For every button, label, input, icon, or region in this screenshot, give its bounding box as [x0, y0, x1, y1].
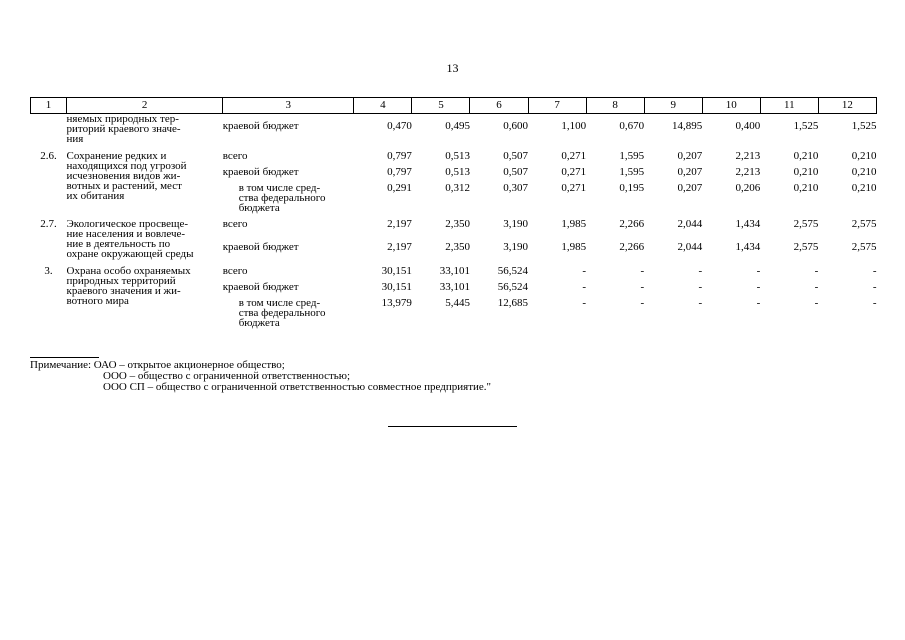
note-line-1: Примечание: ОАО – открытое акционерное общество;	[30, 359, 285, 371]
funding-source	[223, 236, 354, 259]
value-cell: 0,210	[793, 166, 819, 178]
column-header: 10	[702, 98, 760, 114]
funding-source-line: всего	[222, 150, 248, 162]
funding-source	[223, 259, 354, 276]
value-cell: 2,575	[851, 241, 877, 253]
measure-name	[67, 213, 223, 259]
value-cell: 2,213	[735, 166, 761, 178]
measure-name-line: риторий краевого значе-	[66, 123, 181, 135]
value-cell: 2,213	[735, 150, 761, 162]
funding-source-line: ства федерального	[238, 192, 326, 204]
funding-source-line: всего	[222, 218, 248, 230]
column-header: 3	[223, 98, 354, 114]
budget-table	[30, 97, 877, 328]
funding-source	[223, 276, 354, 292]
value-cell: 0,470	[387, 120, 412, 132]
funding-source-line: в том числе сред-	[238, 182, 321, 194]
value-cell: -	[582, 297, 587, 309]
funding-source	[223, 292, 354, 328]
value-cell: 56,524	[497, 265, 529, 277]
table-row	[31, 213, 877, 236]
value-cell: 14,895	[671, 120, 703, 132]
value-cell: 0,400	[735, 120, 761, 132]
row-number: 2.6.	[40, 150, 57, 162]
measure-name-line: исчезновения видов жи-	[66, 170, 181, 182]
column-header: 6	[470, 98, 528, 114]
value-cell: 1,985	[561, 218, 587, 230]
table-row	[31, 114, 877, 145]
value-cell: 2,197	[387, 241, 412, 253]
value-cell: 2,266	[619, 218, 645, 230]
measure-name-line: их обитания	[66, 190, 125, 202]
value-cell: 12,685	[497, 297, 529, 309]
header-row	[31, 98, 877, 114]
table-row	[31, 259, 877, 276]
value-cell: 0,210	[851, 150, 877, 162]
value-cell: 0,207	[677, 150, 703, 162]
column-header: 9	[644, 98, 702, 114]
funding-source	[223, 144, 354, 161]
value-cell: -	[698, 297, 703, 309]
funding-source	[223, 177, 354, 213]
page-number: 13	[446, 61, 459, 75]
value-cell: 2,350	[445, 218, 470, 230]
value-cell: 33,101	[439, 281, 470, 293]
value-cell: 2,044	[677, 218, 703, 230]
value-cell: -	[698, 281, 703, 293]
value-cell: 0,312	[445, 182, 470, 194]
note-line-3: ООО СП – общество с ограниченной ответственностью совместное предприятие."	[103, 381, 492, 393]
value-cell: -	[756, 281, 761, 293]
column-header: 4	[354, 98, 412, 114]
measure-name-line: ние в деятельность по	[66, 238, 171, 250]
value-cell: 0,210	[851, 182, 877, 194]
value-cell: 0,207	[677, 166, 703, 178]
value-cell: 2,266	[619, 241, 645, 253]
value-cell: 0,670	[619, 120, 645, 132]
measure-name-line: краевого значения и жи-	[66, 285, 181, 297]
value-cell: 5,445	[445, 297, 470, 309]
value-cell: -	[872, 297, 877, 309]
row-number: 3.	[44, 265, 53, 277]
value-cell: 0,507	[503, 166, 529, 178]
value-cell: 13,979	[381, 297, 412, 309]
measure-name-line: охране окружающей среды	[66, 248, 194, 260]
value-cell: 56,524	[497, 281, 529, 293]
value-cell: 30,151	[381, 281, 412, 293]
value-cell: -	[640, 297, 645, 309]
funding-source-line: всего	[222, 265, 248, 277]
funding-source-line: бюджета	[238, 202, 280, 214]
value-cell: 0,797	[387, 166, 412, 178]
value-cell: 0,206	[735, 182, 761, 194]
footnote	[30, 360, 491, 393]
note-divider	[30, 357, 99, 358]
value-cell: -	[814, 297, 819, 309]
value-cell: 2,575	[851, 218, 877, 230]
note-line-2: ООО – общество с ограниченной ответственностью;	[103, 370, 351, 382]
funding-source-line: ства федерального	[238, 307, 326, 319]
value-cell: 0,307	[503, 182, 529, 194]
value-cell: 0,797	[387, 150, 412, 162]
value-cell: 0,291	[387, 182, 412, 194]
column-header: 5	[412, 98, 470, 114]
value-cell: -	[640, 281, 645, 293]
value-cell: 0,210	[851, 166, 877, 178]
measure-name	[67, 144, 223, 213]
value-cell: -	[756, 297, 761, 309]
measure-name-line: находящихся под угрозой	[66, 160, 187, 172]
funding-source	[223, 161, 354, 177]
value-cell: -	[756, 265, 761, 277]
value-cell: 1,100	[561, 120, 587, 132]
value-cell: 2,575	[793, 241, 819, 253]
column-header: 7	[528, 98, 586, 114]
measure-name-line: вотных и растений, мест	[66, 180, 182, 192]
value-cell: 0,195	[619, 182, 645, 194]
end-divider	[388, 426, 517, 427]
row-number	[31, 114, 67, 145]
value-cell: 1,595	[619, 166, 645, 178]
value-cell: -	[814, 265, 819, 277]
value-cell: 3,190	[503, 218, 529, 230]
table-row	[31, 144, 877, 161]
funding-source-line: бюджета	[238, 317, 280, 329]
value-cell: 1,434	[735, 218, 761, 230]
value-cell: 1,595	[619, 150, 645, 162]
value-cell: 0,513	[445, 166, 470, 178]
measure-name-line: вотного мира	[66, 295, 129, 307]
funding-source-line: краевой бюджет	[222, 281, 299, 293]
measure-name-line: природных территорий	[66, 275, 176, 287]
value-cell: -	[814, 281, 819, 293]
measure-name-line: ние населения и вовлече-	[66, 228, 186, 240]
value-cell: 0,507	[503, 150, 529, 162]
value-cell: -	[698, 265, 703, 277]
value-cell: 0,210	[793, 182, 819, 194]
value-cell: 0,600	[503, 120, 529, 132]
table-body	[31, 114, 877, 329]
funding-source-line: краевой бюджет	[222, 166, 299, 178]
column-header: 1	[31, 98, 67, 114]
column-header: 11	[760, 98, 818, 114]
value-cell: -	[872, 281, 877, 293]
value-cell: 1,434	[735, 241, 761, 253]
value-cell: 3,190	[503, 241, 529, 253]
value-cell: 0,271	[561, 182, 587, 194]
column-header: 8	[586, 98, 644, 114]
value-cell: 33,101	[439, 265, 470, 277]
measure-name	[67, 259, 223, 328]
value-cell: 30,151	[381, 265, 412, 277]
column-header: 12	[818, 98, 876, 114]
value-cell: 1,985	[561, 241, 587, 253]
value-cell: 0,271	[561, 150, 587, 162]
value-cell: 1,525	[851, 120, 877, 132]
value-cell: 0,207	[677, 182, 703, 194]
funding-source-line: краевой бюджет	[222, 120, 299, 132]
measure-name-line: Экологическое просвеще-	[66, 218, 189, 230]
row-number: 2.7.	[40, 218, 57, 230]
value-cell: -	[872, 265, 877, 277]
value-cell: 2,044	[677, 241, 703, 253]
funding-source	[223, 213, 354, 236]
value-cell: 2,197	[387, 218, 412, 230]
value-cell: 2,350	[445, 241, 470, 253]
value-cell: 0,210	[793, 150, 819, 162]
measure-name-line: няемых природных тер-	[66, 113, 179, 125]
measure-name-line: Охрана особо охраняемых	[66, 265, 191, 277]
value-cell: -	[640, 265, 645, 277]
value-cell: -	[582, 265, 587, 277]
table-header	[31, 98, 877, 114]
measure-name-line: Сохранение редких и	[66, 150, 167, 162]
value-cell: 1,525	[793, 120, 819, 132]
value-cell: 0,495	[445, 120, 470, 132]
value-cell: 0,513	[445, 150, 470, 162]
column-header: 2	[67, 98, 223, 114]
funding-source-line: краевой бюджет	[222, 241, 299, 253]
value-cell: 2,575	[793, 218, 819, 230]
measure-name	[67, 114, 223, 145]
measure-name-line: ния	[66, 133, 84, 145]
value-cell: 0,271	[561, 166, 587, 178]
value-cell: -	[582, 281, 587, 293]
funding-source-line: в том числе сред-	[238, 297, 321, 309]
funding-source	[223, 114, 354, 145]
